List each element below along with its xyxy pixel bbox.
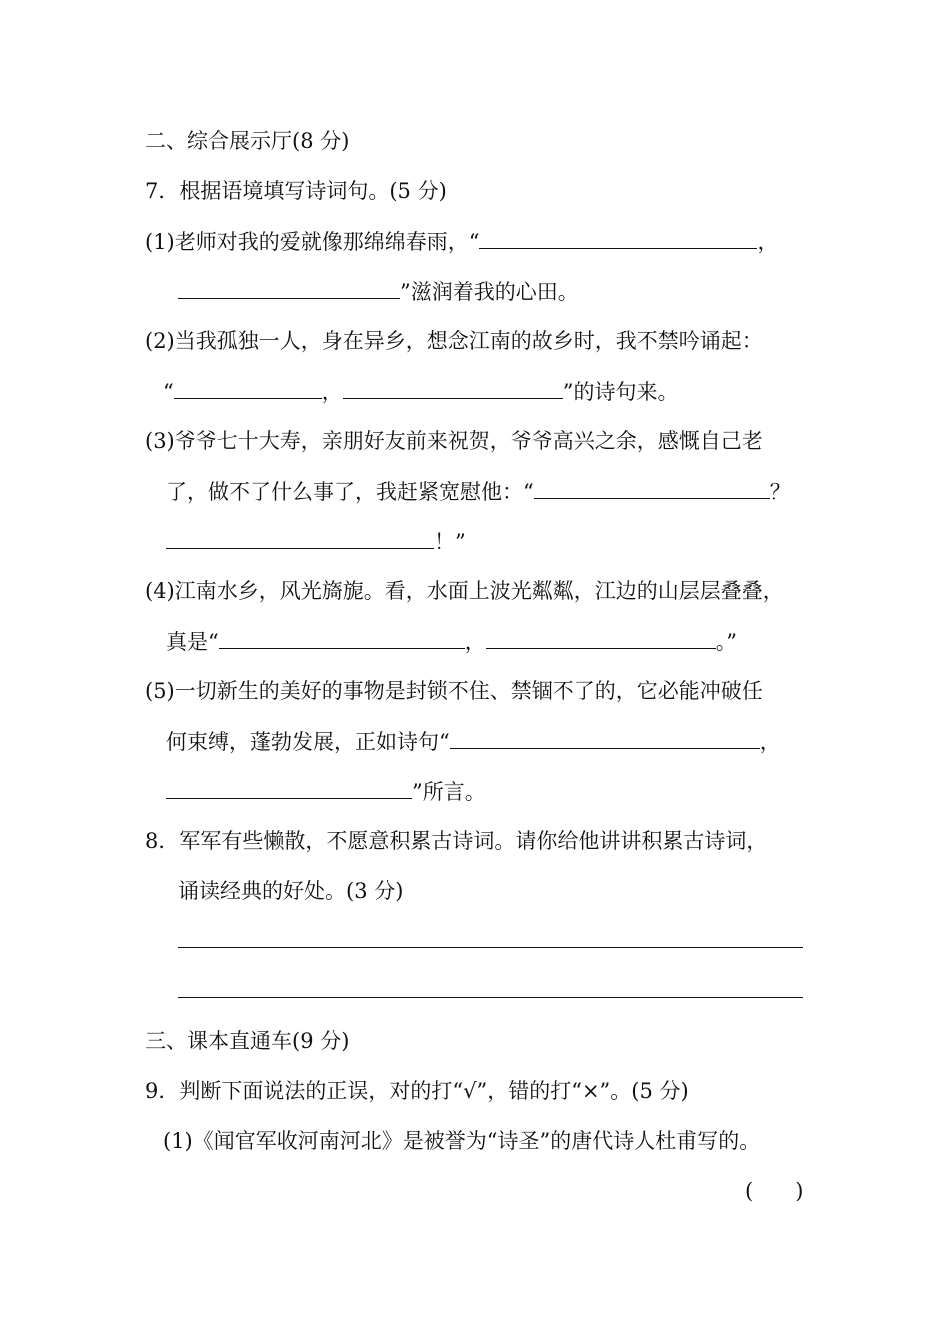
answer-blank[interactable] xyxy=(343,376,563,399)
answer-blank[interactable] xyxy=(178,276,400,299)
q7-item-2-line-1: (2)当我孤独一人，身在异乡，想念江南的故乡时，我不禁吟诵起： xyxy=(145,329,763,353)
q9-item-1: (1)《闻官军收河南河北》是被誉为“诗圣”的唐代诗人杜甫写的。 xyxy=(163,1129,761,1153)
q7-item-4-comma: ， xyxy=(464,630,486,654)
answer-blank[interactable] xyxy=(166,526,434,549)
q7-item-2-line-2 xyxy=(163,376,679,407)
answer-blank[interactable] xyxy=(486,626,716,649)
answer-blank[interactable] xyxy=(219,626,465,649)
q7-item-3-text: 了，做不了什么事了，我赶紧宽慰他：“ xyxy=(166,480,534,504)
q7-item-5-text: 何束缚，蓬勃发展，正如诗句“ xyxy=(166,730,450,754)
q7-item-4-text: 真是“ xyxy=(166,630,219,654)
question-7-stem: 7．根据语境填写诗词句。(5 分) xyxy=(145,179,447,203)
answer-blank[interactable] xyxy=(534,476,770,499)
q7-item-5-line-1: (5)一切新生的美好的事物是封锁不住、禁锢不了的，它必能冲破任 xyxy=(145,679,763,703)
q7-item-3-line-1: (3)爷爷七十大寿，亲朋好友前来祝贺，爷爷高兴之余，感慨自己老 xyxy=(145,429,763,453)
answer-parentheses[interactable]: ( ) xyxy=(745,1179,804,1203)
answer-blank[interactable] xyxy=(479,226,757,249)
question-9-stem: 9．判断下面说法的正误，对的打“√”，错的打“×”。(5 分) xyxy=(145,1079,689,1103)
question-8-line-2: 诵读经典的好处。(3 分) xyxy=(178,879,404,903)
q7-item-4-line-1: (4)江南水乡，风光旖旎。看，水面上波光粼粼，江边的山层层叠叠， xyxy=(145,579,784,603)
section-3-title: 三、课本直通车(9 分) xyxy=(145,1029,350,1053)
q7-item-4-ending: 。” xyxy=(715,630,737,654)
q7-item-1-text: (1)老师对我的爱就像那绵绵春雨，“ xyxy=(145,230,480,254)
q7-item-1-line-1 xyxy=(145,226,778,257)
q7-item-5-ending: ”所言。 xyxy=(412,780,486,804)
answer-blank[interactable] xyxy=(450,726,760,749)
q7-item-2-ending: ”的诗句来。 xyxy=(562,380,679,404)
q7-item-3-question-mark: ？ xyxy=(769,480,791,504)
answer-blank[interactable] xyxy=(174,376,322,399)
q7-item-2-comma: ， xyxy=(321,380,343,404)
answer-line[interactable] xyxy=(178,947,803,948)
q7-item-5-comma: ， xyxy=(759,730,781,754)
q7-item-1-ending: ”滋润着我的心田。 xyxy=(400,280,579,304)
q7-item-3-ending: ！” xyxy=(434,530,466,554)
q7-item-5-line-2 xyxy=(166,726,781,757)
answer-blank[interactable] xyxy=(166,776,412,799)
q7-item-4-line-2 xyxy=(166,626,737,657)
q7-item-3-line-2 xyxy=(166,476,791,507)
q7-item-1-comma: ， xyxy=(757,230,779,254)
q7-item-3-line-3 xyxy=(166,526,466,557)
answer-line[interactable] xyxy=(178,997,803,998)
section-2-title: 二、综合展示厅(8 分) xyxy=(145,129,350,153)
q7-item-5-line-3 xyxy=(166,776,486,807)
q7-item-2-open-quote: “ xyxy=(163,380,174,404)
q7-item-1-line-2 xyxy=(178,276,579,307)
question-8-line-1: 8．军军有些懒散，不愿意积累古诗词。请你给他讲讲积累古诗词， xyxy=(145,829,768,853)
